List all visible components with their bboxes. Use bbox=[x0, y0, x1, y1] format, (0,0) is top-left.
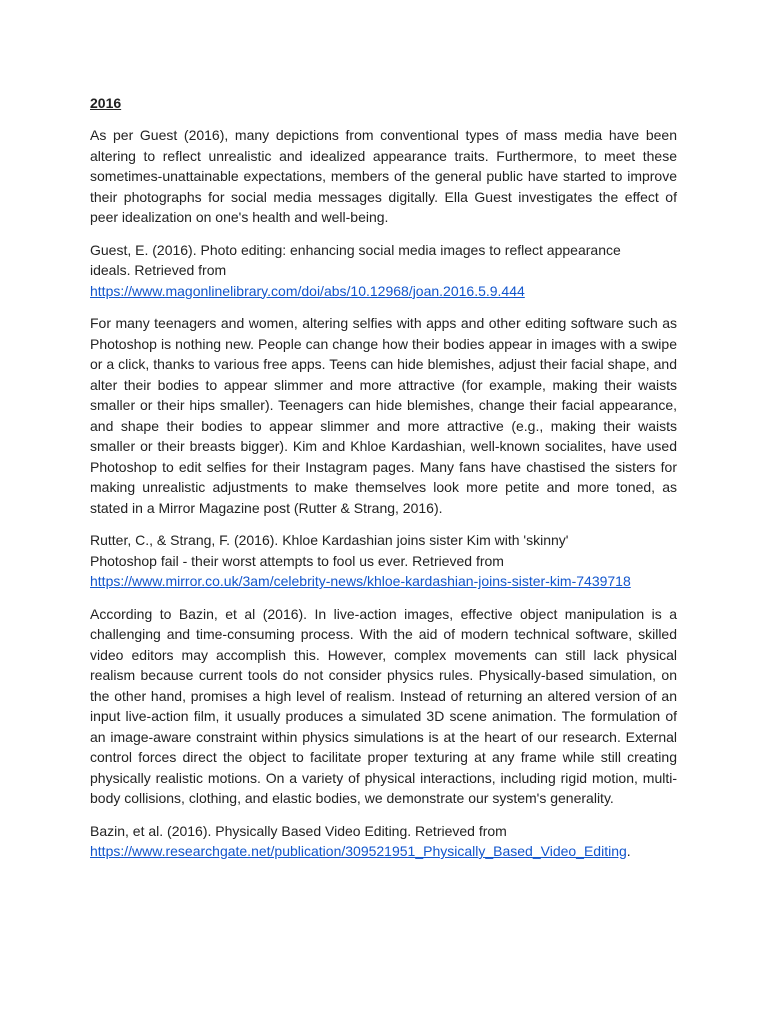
section-heading: 2016 bbox=[90, 95, 122, 111]
reference-guest-line1: Guest, E. (2016). Photo editing: enhancing social media images to reflect appearance bbox=[90, 241, 621, 258]
reference-guest bbox=[90, 240, 677, 302]
paragraph-guest-summary: As per Guest (2016), many depictions from conventional types of mass media have been altering to reflect unrealistic and idealized appearance traits. Furthermore, to meet these sometimes-unattainable expectations, members of the general public have started to improve their photographs for social media messages digitally. Ella Guest investigates the effect of peer idealization on one's health and well-being. bbox=[90, 127, 677, 225]
reference-bazin bbox=[90, 821, 677, 862]
reference-guest-link[interactable]: https://www.magonlinelibrary.com/doi/abs/10.12968/joan.2016.5.9.444 bbox=[90, 282, 525, 299]
reference-bazin-trailing-period: . bbox=[626, 843, 631, 859]
reference-rutter-link[interactable]: https://www.mirror.co.uk/3am/celebrity-news/khloe-kardashian-joins-sister-kim-7439718 bbox=[90, 573, 631, 589]
reference-bazin-line1: Bazin, et al. (2016). Physically Based Video Editing. Retrieved from bbox=[90, 822, 507, 839]
reference-bazin-link[interactable]: https://www.researchgate.net/publication/309521951_Physically_Based_Video_Editing bbox=[90, 843, 627, 859]
reference-rutter-strang bbox=[90, 530, 677, 592]
reference-rutter-line2: Photoshop fail - their worst attempts to fool us ever. Retrieved from bbox=[90, 552, 504, 569]
paragraph-kardashian-summary: For many teenagers and women, altering selfies with apps and other editing software such as Photoshop is nothing new. People can change how their bodies appear in images with a swipe or a click, thanks to various free apps. Teens can hide blemishes, adjust their facial shape, and alter their bodies to appear slimmer and more attractive (for example, making their waists smaller or their hips smaller). Teenagers can hide blemishes, change their facial appearance, and shape their bodies to appear slimmer and more attractive (e.g., making their waists smaller or their breasts bigger). Kim and Khloe Kardashian, well-known socialites, have used Photoshop to edit selfies for their Instagram pages. Many fans have chastised the sisters for making unrealistic adjustments to make themselves look more petite and more toned, as stated in a Mirror Magazine post (Rutter & Strang, 2016). bbox=[90, 315, 677, 516]
paragraph-bazin-summary: According to Bazin, et al (2016). In live-action images, effective object manipulation is a challenging and time-consuming process. With the aid of modern technical software, skilled video editors may accomplish this. However, complex movements can still lack physical realism because current tools do not consider physics rules. Physically-based simulation, on the other hand, promises a high level of realism. Instead of returning an altered version of an input live-action film, it usually produces a simulated 3D scene animation. The formulation of an image-aware constraint within physics simulations is at the heart of our research. External control forces direct the object to facilitate proper texturing at any frame while still creating physically realistic motions. On a variety of physical interactions, including rigid motion, multi-body collisions, clothing, and elastic bodies, we demonstrate our system's generality. bbox=[90, 605, 677, 806]
reference-rutter-line1: Rutter, C., & Strang, F. (2016). Khloe Kardashian joins sister Kim with 'skinny' bbox=[90, 532, 569, 548]
reference-guest-line2: ideals. Retrieved from bbox=[90, 262, 227, 278]
document-page bbox=[90, 93, 677, 874]
